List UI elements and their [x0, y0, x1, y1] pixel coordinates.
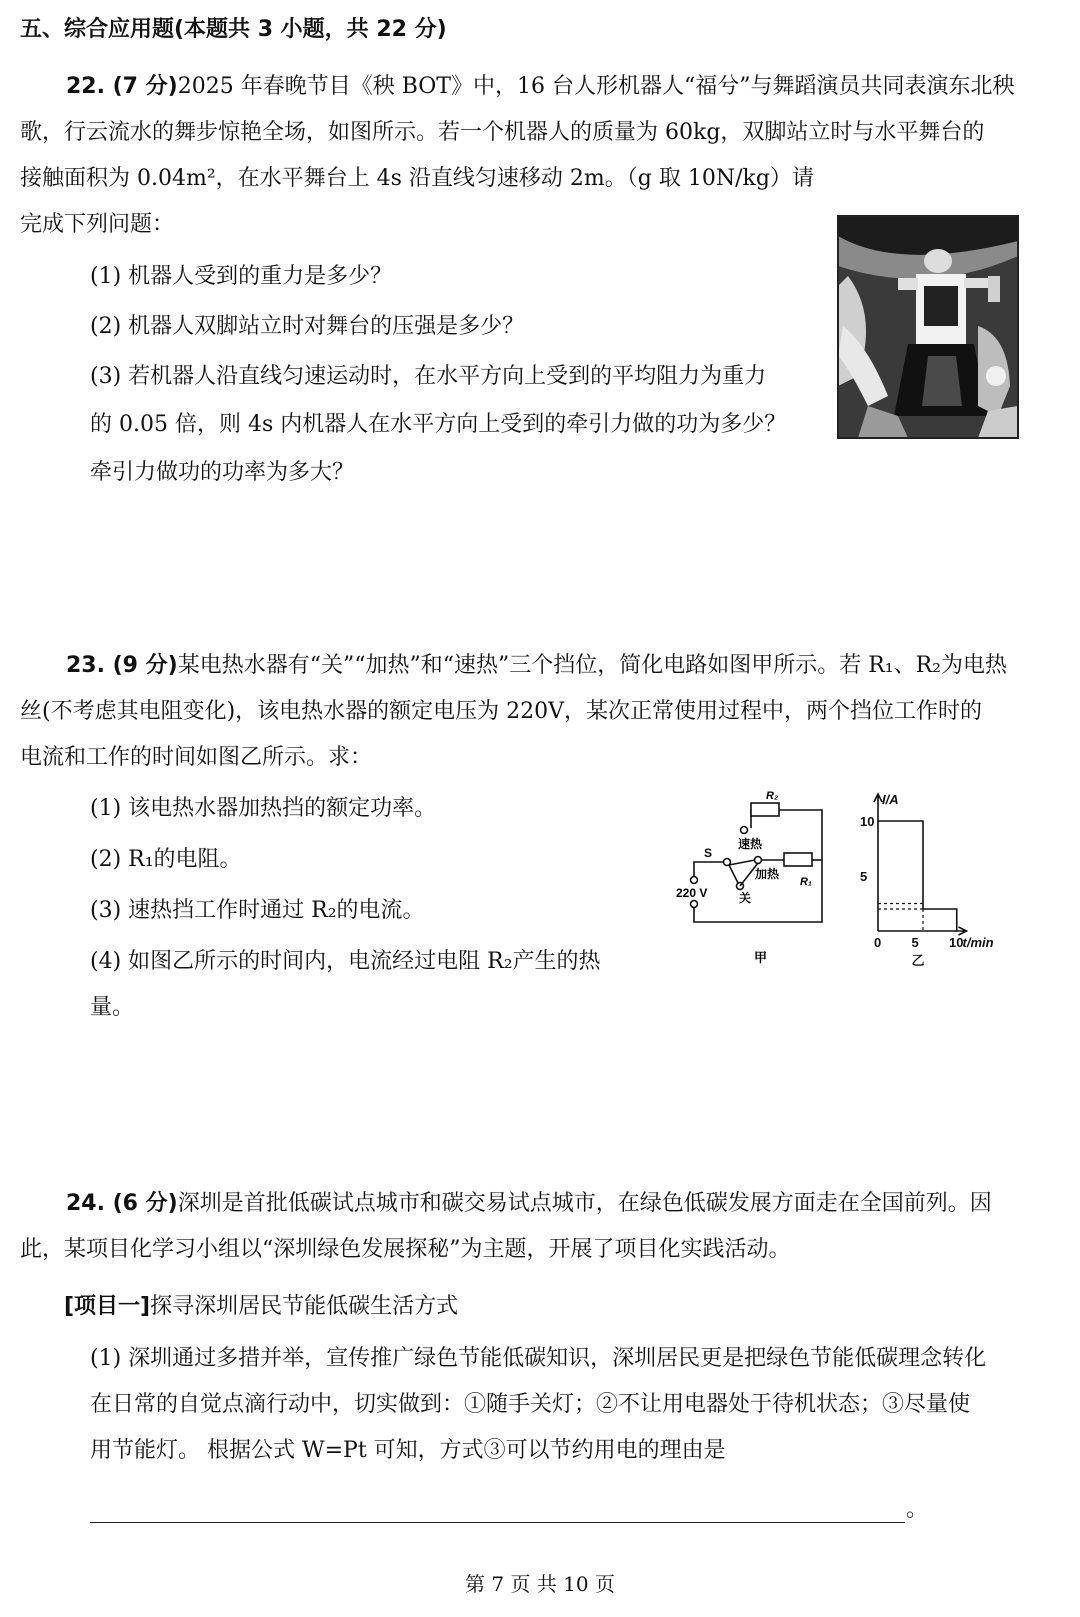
answer-period: 。 [906, 1497, 929, 1522]
section-title: 五、综合应用题(本题共 3 小题，共 22 分) [20, 17, 447, 42]
q23-line: 电流和工作的时间如图乙所示。求： [20, 745, 373, 770]
graph-labels [860, 792, 994, 969]
current-step-line [878, 821, 957, 931]
current-time-graph [854, 786, 1044, 972]
q23-line: 丝(不考虑其电阻变化)，该电热水器的额定电压为 220V，某次正常使用过程中，两个挡位工作时的 [20, 699, 983, 724]
label-heat: 加热 [755, 867, 780, 881]
project-title: 探寻深圳居民节能低碳生活方式 [150, 1294, 459, 1319]
q22-item: (2) 机器人双脚站立时对舞台的压强是多少？ [90, 314, 525, 339]
resistor-r2 [751, 803, 779, 816]
label-fast-heat: 速热 [738, 837, 763, 851]
q23-item: (4) 如图乙所示的时间内，电流经过电阻 R₂产生的热 [90, 949, 601, 974]
q23-line: 某电热水器有“关”“加热”和“速热”三个挡位，简化电路如图甲所示。若 R₁、R₂为电热 [177, 653, 1007, 678]
project-one-heading [64, 1284, 458, 1330]
question-23-stem [20, 643, 1060, 781]
answer-blank[interactable] [90, 1522, 905, 1523]
circuit-diagram [672, 790, 842, 972]
q23-item: 量。 [90, 995, 135, 1020]
project-tag: [项目一] [64, 1294, 151, 1319]
circuit-caption: 甲 [754, 951, 768, 966]
page-footer: 第 7 页 共 10 页 [465, 1572, 615, 1596]
y-axis-label: I/A [882, 792, 899, 807]
x-tick-label: 0 [874, 935, 882, 950]
robot-dance-photo [838, 216, 1018, 438]
x-axis [878, 927, 967, 935]
q22-line: 完成下列问题： [20, 212, 175, 237]
question-23-number: 23. (9 分) [66, 653, 178, 678]
question-24-item-1 [90, 1336, 1050, 1474]
q22-line: 接触面积为 0.04m²，在水平舞台上 4s 沿直线匀速移动 2m。（g 取 10N/kg）请 [20, 166, 814, 191]
question-22-number: 22. (7 分) [66, 74, 178, 99]
y-tick-label: 5 [860, 869, 868, 884]
label-r2: R₂ [766, 790, 779, 802]
x-axis-label: t/min [962, 935, 994, 950]
resistor-r1 [784, 853, 812, 866]
x-tick-label: 10 [949, 935, 964, 950]
graph-axes [874, 794, 967, 935]
graph-marks [878, 821, 957, 931]
label-off: 关 [739, 891, 752, 905]
q24-item-line: 在日常的自觉点滴行动中，切实做到：①随手关灯；②不让用电器处于待机状态；③尽量使 [90, 1392, 971, 1417]
q22-item: 的 0.05 倍，则 4s 内机器人在水平方向上受到的牵引力做的功为多少？ [90, 412, 787, 437]
label-voltage: 220 V [676, 886, 708, 900]
q23-item: (2) R₁的电阻。 [90, 847, 242, 872]
x-tick-label: 5 [911, 935, 919, 950]
question-22-subitems [90, 254, 786, 498]
question-24-stem [20, 1181, 1060, 1273]
q22-item: (1) 机器人受到的重力是多少？ [90, 264, 393, 289]
y-tick-label: 10 [860, 814, 875, 829]
question-23-subitems [90, 786, 601, 1031]
q24-line: 此，某项目化学习小组以“深圳绿色发展探秘”为主题，开展了项目化实践活动。 [20, 1237, 791, 1262]
q23-item: (3) 速热挡工作时通过 R₂的电流。 [90, 898, 425, 923]
q24-item-line: 用节能灯。 根据公式 W=Pt 可知，方式③可以节约用电的理由是 [90, 1438, 726, 1463]
q23-item: (1) 该电热水器加热挡的额定功率。 [90, 796, 437, 821]
label-r1: R₁ [800, 876, 812, 888]
q24-line: 深圳是首批低碳试点城市和碳交易试点城市，在绿色低碳发展方面走在全国前列。因 [177, 1191, 992, 1216]
q22-item: 牵引力做功的功率为多大？ [90, 460, 355, 485]
question-24-number: 24. (6 分) [66, 1191, 178, 1216]
q24-item-line: (1) 深圳通过多措并举，宣传推广绿色节能低碳知识，深圳居民更是把绿色节能低碳理念转化 [90, 1346, 987, 1371]
label-switch: S [704, 846, 713, 860]
q22-line: 2025 年春晚节目《秧 BOT》中，16 台人形机器人“福兮”与舞蹈演员共同表演东北秧 [177, 74, 1015, 99]
q22-line: 歌，行云流水的舞步惊艳全场，如图所示。若一个机器人的质量为 60kg，双脚站立时与水平舞台的 [20, 120, 985, 145]
q22-item: (3) 若机器人沿直线匀速运动时，在水平方向上受到的平均阻力为重力 [90, 364, 767, 389]
graph-caption: 乙 [911, 954, 925, 969]
y-axis [874, 794, 882, 931]
